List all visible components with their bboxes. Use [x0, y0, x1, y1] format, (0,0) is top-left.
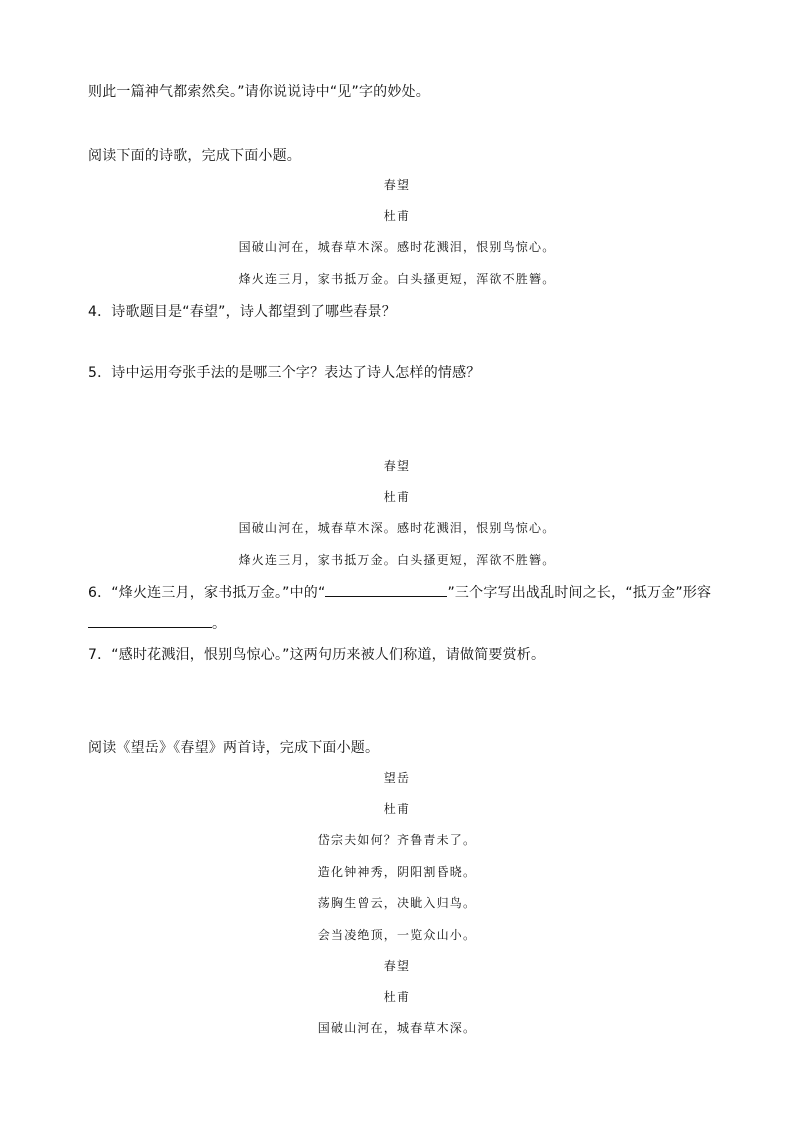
poem-line: 国破山河在，城春草木深。感时花溅泪，恨别鸟惊心。 [238, 240, 556, 254]
intro-continuation: 则此一篇神气都索然矣。”请你说说诗中“见”字的妙处。 [88, 84, 430, 100]
poem-line: 会当凌绝顶，一览众山小。 [317, 928, 477, 942]
poem-title: 望岳 [383, 771, 411, 785]
poem-line: 国破山河在，城春草木深。 [317, 1021, 477, 1035]
answer-blank[interactable] [88, 613, 212, 628]
question-6-end: 。 [212, 616, 227, 632]
question-6-continuation [88, 613, 226, 634]
section3-instruction: 阅读《望岳》《春望》两首诗，完成下面小题。 [88, 740, 380, 756]
answer-blank[interactable] [325, 582, 447, 597]
poem-line: 岱宗夫如何？齐鲁青未了。 [317, 833, 477, 847]
poem-title: 春望 [383, 459, 411, 473]
poem-author: 杜甫 [383, 490, 411, 504]
poem-line: 烽火连三月，家书抵万金。白头搔更短，浑欲不胜簪。 [238, 553, 556, 567]
poem-line: 荡胸生曾云，决眦入归鸟。 [317, 896, 477, 910]
question-7: 7．“感时花溅泪，恨别鸟惊心。”这两句历来被人们称道，请做简要赏析。 [88, 647, 546, 663]
poem-author: 杜甫 [383, 209, 411, 223]
poem-title: 春望 [383, 959, 411, 973]
section1-instruction: 阅读下面的诗歌，完成下面小题。 [88, 148, 301, 164]
question-6-text: 6．“烽火连三月，家书抵万金。”中的“ [88, 585, 326, 601]
question-5: 5．诗中运用夸张手法的是哪三个字？表达了诗人怎样的情感？ [88, 365, 481, 381]
poem-author: 杜甫 [383, 990, 411, 1004]
question-6 [88, 582, 711, 603]
poem-title: 春望 [383, 178, 411, 192]
poem-author: 杜甫 [383, 802, 411, 816]
poem-line: 造化钟神秀，阴阳割昏晓。 [317, 865, 477, 879]
question-4: 4．诗歌题目是“春望”，诗人都望到了哪些春景？ [88, 304, 397, 320]
poem-line: 国破山河在，城春草木深。感时花溅泪，恨别鸟惊心。 [238, 521, 556, 535]
poem-line: 烽火连三月，家书抵万金。白头搔更短，浑欲不胜簪。 [238, 272, 556, 286]
question-6-text: ”三个字写出战乱时间之长，“抵万金”形容 [447, 585, 712, 601]
